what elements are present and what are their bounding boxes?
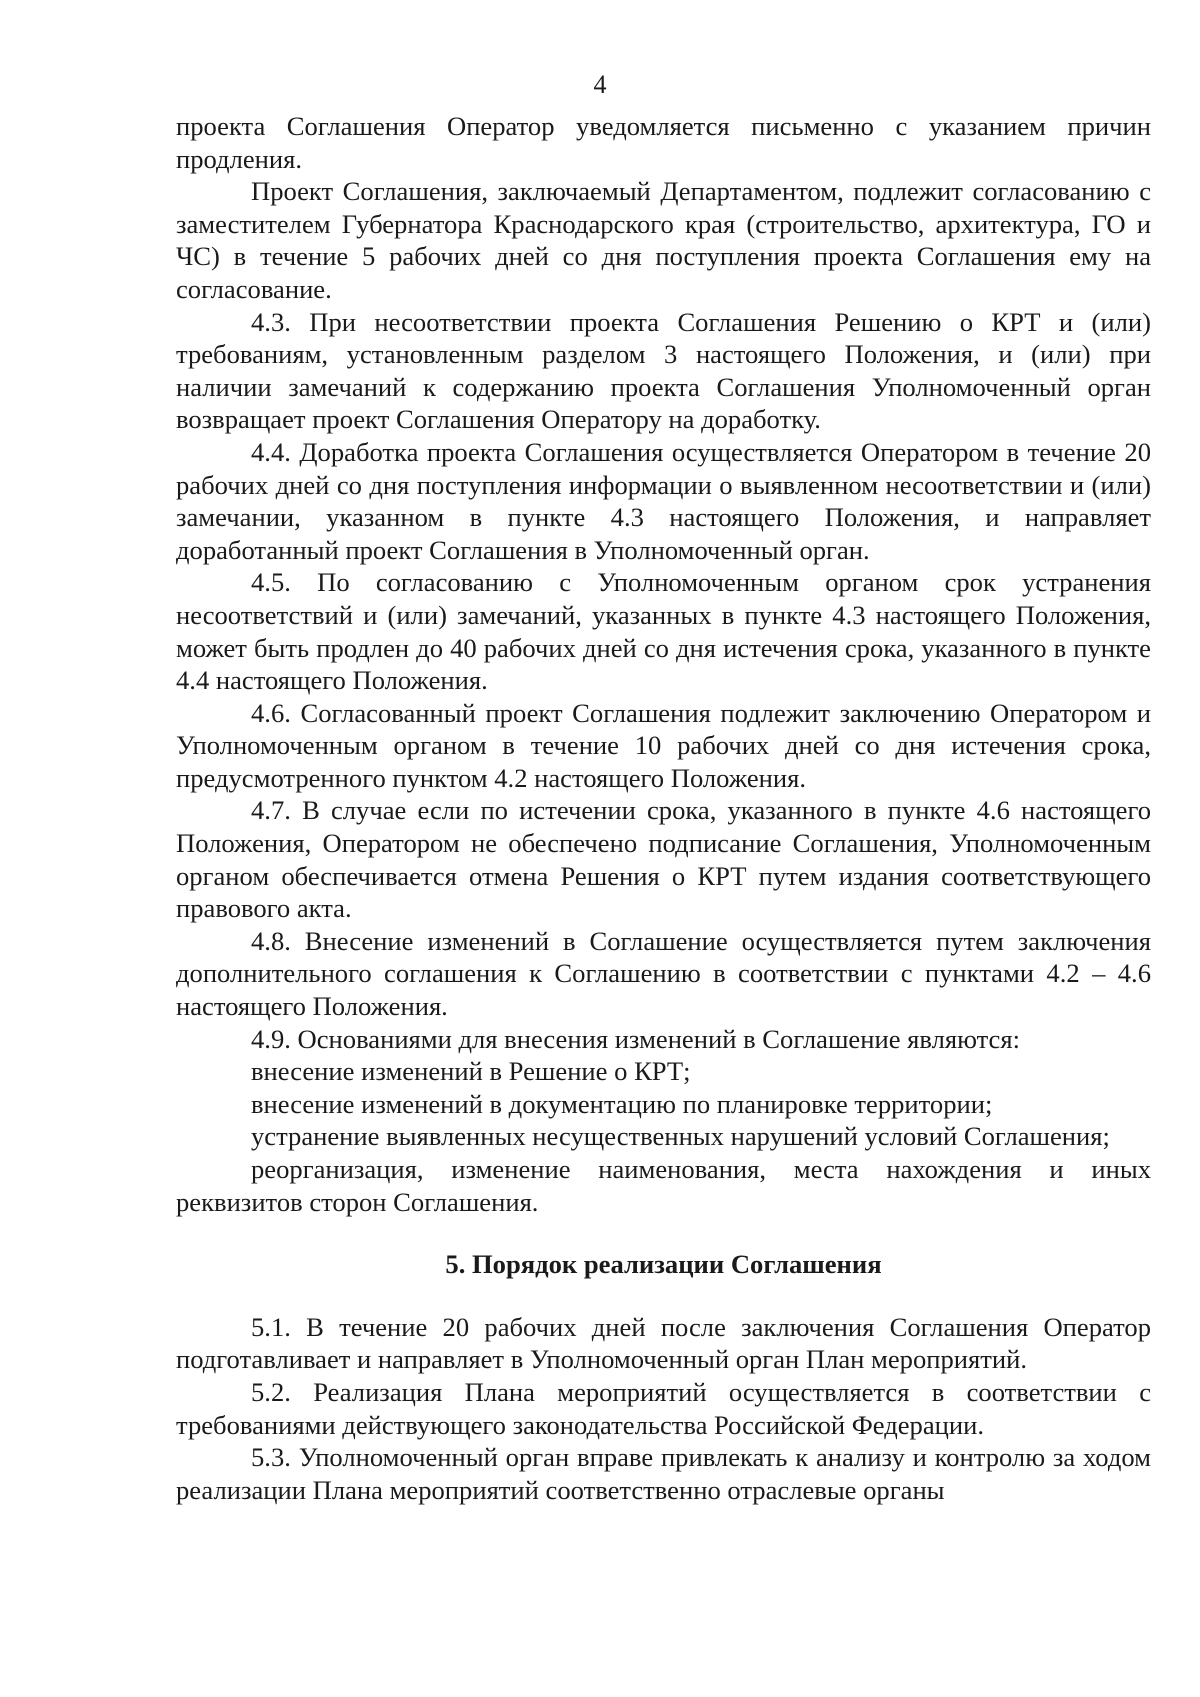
paragraph-continuation: проекта Соглашения Оператор уведомляется письменно с указанием причин продления. <box>176 111 1151 174</box>
paragraph-5-2: 5.2. Реализация Плана мероприятий осуществляется в соответствии с требованиями действующего законодательства Российской Федерации. <box>176 1376 1151 1440</box>
list-item-krt-decision: внесение изменений в Решение о КРТ; <box>251 1056 691 1087</box>
paragraph-4-6: 4.6. Согласованный проект Соглашения подлежит заключению Оператором и Уполномоченным органом в течение 10 рабочих дней со дня истечения срока, предусмотренного пунктом 4.2 настоящего Положения. <box>176 697 1151 793</box>
document-body <box>176 110 1151 1506</box>
paragraph-4-7: 4.7. В случае если по истечении срока, указанного в пункте 4.6 настоящего Положения, Оператором не обеспечено подписание Соглашения, Уполномоченным органом обеспечивается отмена Решения о КРТ путем издания соответствующего правового акта. <box>176 795 1151 924</box>
paragraph-draft-approval: Проект Соглашения, заключаемый Департаментом, подлежит согласованию с заместителем Губернатора Краснодарского края (строительство, архитектура, ГО и ЧС) в течение 5 рабочих дней со дня поступления проекта Соглашения ему на согласование. <box>176 176 1151 304</box>
list-item-violations: устранение выявленных несущественных нарушений условий Соглашения; <box>251 1121 1110 1152</box>
paragraph-5-3: 5.3. Уполномоченный орган вправе привлекать к анализу и контролю за ходом реализации Плана мероприятий соответственно отраслевые органы <box>176 1442 1151 1505</box>
paragraph-4-5: 4.5. По согласованию с Уполномоченным органом срок устранения несоответствий и (или) замечаний, указанных в пункте 4.3 настоящего Положения, может быть продлен до 40 рабочих дней со дня истечения срока, указанного в пункте 4.4 настоящего Положения. <box>176 567 1151 696</box>
paragraph-5-1: 5.1. В течение 20 рабочих дней после заключения Соглашения Оператор подготавливает и направляет в Уполномоченный орган План мероприятий. <box>176 1311 1151 1375</box>
list-item-planning-docs: внесение изменений в документацию по планировке территории; <box>251 1088 993 1119</box>
paragraph-4-9: 4.9. Основаниями для внесения изменений в Соглашение являются: <box>251 1023 1020 1054</box>
page-number: 4 <box>593 70 607 99</box>
paragraph-4-8: 4.8. Внесение изменений в Соглашение осуществляется путем заключения дополнительного соглашения к Соглашению в соответствии с пунктами 4.2 – 4.6 настоящего Положения. <box>176 925 1151 1022</box>
paragraph-4-4: 4.4. Доработка проекта Соглашения осуществляется Оператором в течение 20 рабочих дней со дня поступления информации о выявленном несоответствии и (или) замечании, указанном в пункте 4.3 настоящего Положения, и направляет доработанный проект Соглашения в Уполномоченный орган. <box>176 436 1151 565</box>
list-item-reorganization: реорганизация, изменение наименования, места нахождения и иных реквизитов сторон Соглашения. <box>176 1154 1151 1217</box>
section-5-heading: 5. Порядок реализации Соглашения <box>445 1249 882 1280</box>
paragraph-4-3: 4.3. При несоответствии проекта Соглашения Решению о КРТ и (или) требованиям, установленным разделом 3 настоящего Положения, и (или) при наличии замечаний к содержанию проекта Соглашения Уполномоченный орган возвращает проект Соглашения Оператору на доработку. <box>176 306 1151 435</box>
